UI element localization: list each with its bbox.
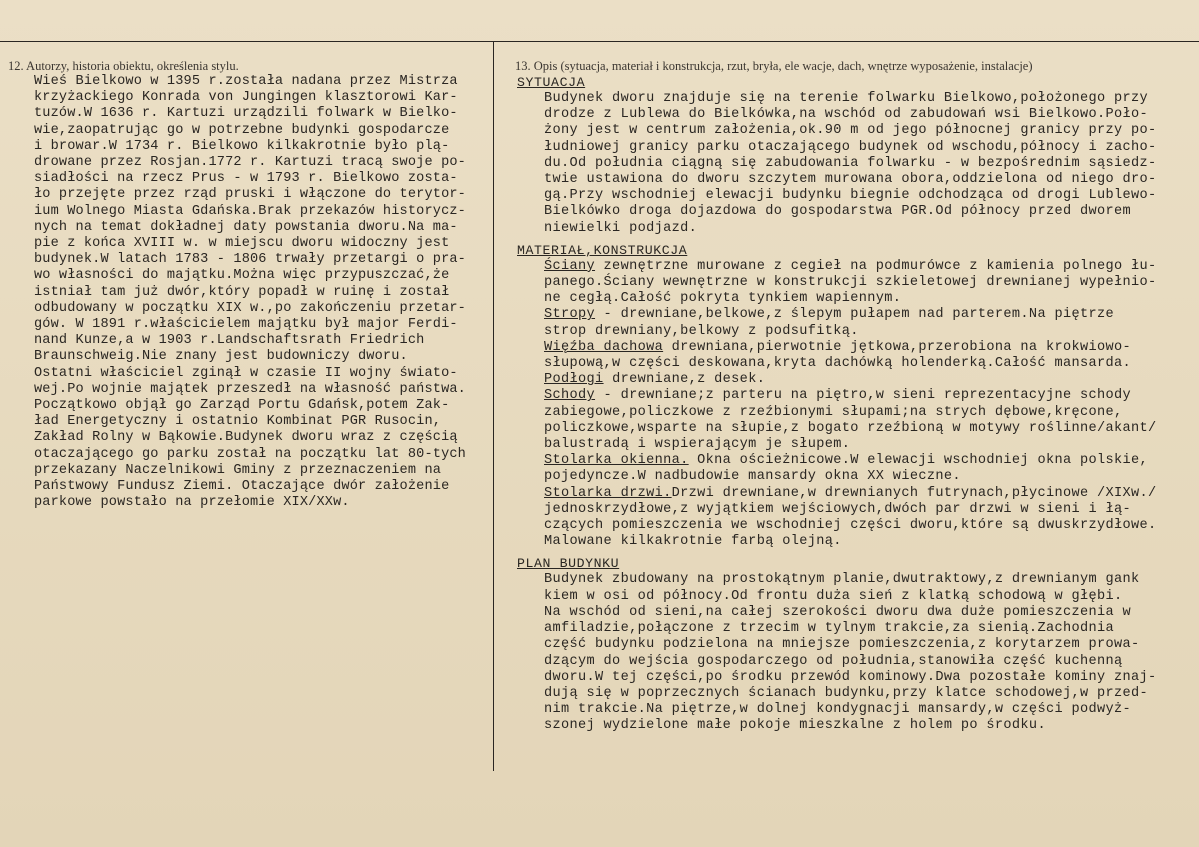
text-line: Ostatni właściciel zginął w czasie II wojny świato- [34,365,458,381]
section-heading-plan: PLAN BUDYNKU [517,556,620,572]
history-text [34,74,494,511]
text-line: szonej wydzielone małe pokoje mieszkalne z holem po środku. [544,718,1046,734]
text-line: siadłości na rzecz Prus - w 1793 r. Bielkowo zosta- [34,171,458,187]
material-body [517,259,1197,551]
text-line: Państwowy Fundusz Ziemi. Otaczające dwór założenie [34,479,450,495]
right-field-label: 13. Opis (sytuacja, materiał i konstrukcja, rzut, bryła, ele wacje, dach, wnętrze wyposażenie, instalacje) [515,59,1033,73]
text-line: kiem w osi od północy.Od frontu duża sień z klatką schodową w głębi. [544,588,1123,604]
term-label: Stolarka drzwi. [544,485,672,501]
text-line [517,453,1197,469]
term-text: balustradą i wspierającym je słupem. [544,437,851,453]
term-text: zewnętrzne murowane z cegieł na podmurówce z kamienia polnego łu- [595,258,1157,274]
text-line [517,388,1197,404]
term-label: Podłogi [544,372,604,388]
term-text: jednoskrzydłowe,z wyjątkiem wejściowych,dwóch par drzwi w sieni i łą- [544,501,1132,517]
text-line: krzyżackiego Konrada von Jungingen klasztorowi Kar- [34,90,458,106]
term-text: policzkowe,wsparte na słupie,z bogato rzeźbioną w motywy roślinne/akant/ [544,420,1157,436]
text-line: wie,zaopatrując go w potrzebne budynki gospodarcze [34,122,450,138]
text-line [517,469,1197,485]
term-text: pojedyncze.W nadbudowie mansardy okna XX wieczne. [544,469,961,485]
term-text: słupową,w części deskowana,kryta dachówką holenderką.Całość mansarda. [544,356,1132,372]
text-line: Początkowo objął go Zarząd Portu Gdańsk,potem Zak- [34,398,450,414]
text-line: Na wschód od sieni,na całej szerokości dworu dwa duże pomieszczenia w [544,604,1132,620]
text-line: i browar.W 1734 r. Bielkowo kilkakrotnie było plą- [34,138,450,154]
sytuacja-body [517,91,1197,237]
text-line: wej.Po wojnie majątek przeszedł na własność państwa. [34,381,466,397]
term-text: - drewniane;z parteru na piętro,w sieni reprezentacyjne schody [595,388,1132,404]
text-line: dzącym do wejścia gospodarczego od południa,stanowiła część kuchenną [544,653,1123,669]
text-line: amfiladzie,połączone z trzecim w tylnym trakcie,za sienią.Zachodnia [544,621,1115,637]
text-line: pie z końca XVIII w. w miejscu dworu widoczny jest [34,236,450,252]
text-line: łudniowej granicy parku otaczającego budynek od wschodu,północy i zacho- [544,139,1157,155]
text-line: drowane przez Rosjan.1772 r. Kartuzi tracą swoje po- [34,155,466,171]
term-label: Stropy [544,307,596,323]
text-line [517,405,1197,421]
description-text [517,74,1197,735]
text-line: niewielki podjazd. [544,220,698,236]
text-line [517,275,1197,291]
text-line: ło przejęte przez rząd pruski i włączone do terytor- [34,187,466,203]
term-label: Stolarka okienna. [544,453,689,469]
text-line: parkowe powstało na przełomie XIX/XXw. [34,495,350,511]
text-line: istniał tam już dwór,który popadł w ruinę i został [34,284,450,300]
text-line: drodze z Lublewa do Bielkówka,na wschód od zabudowań wsi Bielkowo.Poło- [544,107,1149,123]
text-line: wo własności do majątku.Można więc przypuszczać,że [34,268,450,284]
text-line [517,307,1197,323]
term-label: Schody [544,388,596,404]
text-line: tuzów.W 1636 r. Kartuzi urządzili folwark w Bielko- [34,106,458,122]
text-line: du.Od południa ciągną się zabudowania folwarku - w bezpośrednim sąsiedz- [544,155,1157,171]
term-text: panego.Ściany wewnętrzne w konstrukcji szkieletowej drewnianej wypełnio- [544,275,1157,291]
term-text: Drzwi drewniane,w drewnianych futrynach,płycinowe /XIXw./ [671,485,1157,501]
term-label: Więźba dachowa [544,339,664,355]
text-line [517,518,1197,534]
text-line [517,340,1197,356]
text-line: Budynek dworu znajduje się na terenie folwarku Bielkowo,położonego przy [544,91,1149,106]
text-line: otaczającego go parku został na początku lat 80-tych [34,446,466,462]
text-line [517,486,1197,502]
text-line: Zakład Rolny w Bąkowie.Budynek dworu wraz z częścią [34,430,458,446]
text-line: Bielkówko droga dojazdowa do gospodarstwa PGR.Od północy przed dworem [544,204,1132,220]
text-line: gów. W 1891 r.właścicielem majątku był major Ferdi- [34,317,458,333]
text-line: Braunschweig.Nie znany jest budowniczy dworu. [34,349,408,365]
term-text: ne cegłą.Całość pokryta tynkiem wapiennym. [544,291,902,307]
text-line [517,372,1197,388]
text-line: Budynek zbudowany na prostokątnym planie,dwutraktowy,z drewnianym gank [544,572,1140,588]
text-line: dworu.W tej części,po środku przewód kominowy.Dwa pozostałe kominy znaj- [544,669,1157,685]
term-text: drewniana,pierwotnie jętkowa,przerobiona na krokwiowo- [663,339,1132,355]
text-line: Wieś Bielkowo w 1395 r.została nadana przez Mistrza [34,74,458,89]
text-line: dują się w poprzecznych ścianach budynku,przy klatce schodowej,w przed- [544,685,1149,701]
term-text: Malowane kilkakrotnie farbą olejną. [544,534,842,550]
text-line [517,421,1197,437]
term-text: Okna ościeżnicowe.W elewacji wschodniej okna polskie, [688,453,1149,469]
term-text: czących pomieszczenia we wschodniej części dworu,które są dwuskrzydłowe. [544,518,1157,534]
text-line [517,259,1197,275]
text-line [517,437,1197,453]
text-line: odbudowany w początku XIX w.,po zakończeniu przetar- [34,300,466,316]
text-line [517,324,1197,340]
section-heading-material: MATERIAŁ,KONSTRUKCJA [517,242,688,258]
section-heading-sytuacja: SYTUACJA [517,75,586,90]
text-line: ład Energetyczny i ostatnio Kombinat PGR Rusocin, [34,414,442,430]
term-text: drewniane,z desek. [603,372,766,388]
text-line: gą.Przy wschodniej elewacji budynku biegnie odchodząca od drogi Lublewo- [544,188,1157,204]
text-line: przekazany Naczelnikowi Gminy z przeznaczeniem na [34,462,442,478]
text-line: nand Kunze,a w 1903 r.Landschaftsrath Friedrich [34,333,425,349]
top-rule [0,41,1199,42]
left-field-label: 12. Autorzy, historia obiektu, określenia stylu. [8,59,239,73]
text-line: nych na temat dokładnej daty powstania dworu.Na ma- [34,219,458,235]
text-line: żony jest w centrum założenia,ok.90 m od jego północnej granicy przy po- [544,123,1157,139]
text-line: twie ustawiona do dworu szczytem murowana obora,oddzielona od niego dro- [544,172,1157,188]
text-line: część budynku podzielona na mniejsze pomieszczenia,z korytarzem prowa- [544,637,1140,653]
term-text: zabiegowe,policzkowe z rzeźbionymi słupami;na strych dębowe,kręcone, [544,404,1123,420]
term-label: Ściany [544,258,596,274]
term-text: - drewniane,belkowe,z ślepym pułapem nad parterem.Na piętrze [595,307,1115,323]
text-line: budynek.W latach 1783 - 1806 trwały przetargi o pra- [34,252,466,268]
text-line: nim trakcie.Na piętrze,w dolnej kondygnacji mansardy,w części podwyż- [544,702,1132,718]
term-text: strop drewniany,belkowy z podsufitką. [544,323,859,339]
text-line [517,534,1197,550]
plan-body [517,572,1197,734]
text-line [517,356,1197,372]
text-line [517,291,1197,307]
text-line [517,502,1197,518]
text-line: ium Wolnego Miasta Gdańska.Brak przekazów historycz- [34,203,466,219]
